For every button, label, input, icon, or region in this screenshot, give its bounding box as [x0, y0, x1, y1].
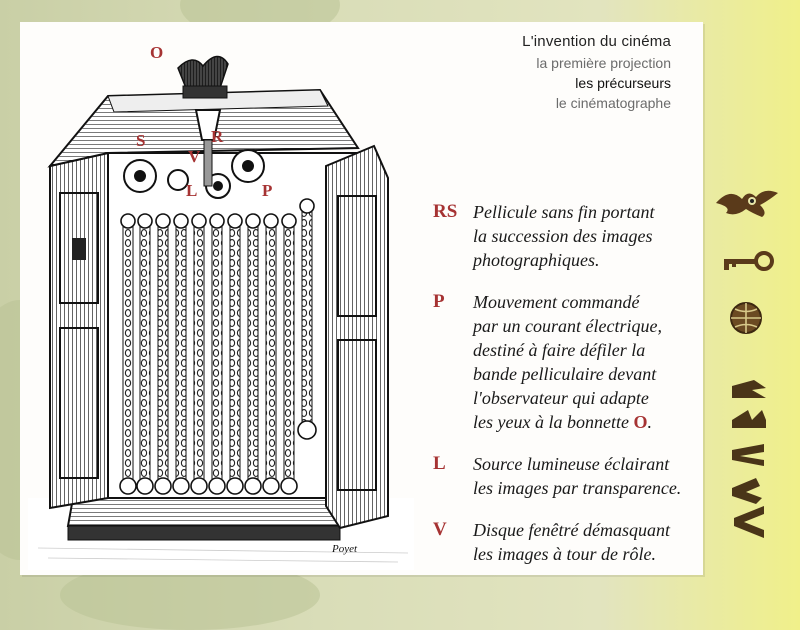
callout-s: S [136, 131, 146, 150]
callout-o: O [150, 43, 164, 62]
legend-entry-v [433, 518, 723, 566]
legend [433, 200, 723, 584]
nav-link-premiere-projection[interactable]: la première projection [536, 55, 671, 71]
chapter-nav [522, 33, 671, 113]
kinetoscope-engraving [28, 28, 414, 570]
content-panel [20, 22, 703, 575]
legend-key: V [433, 519, 447, 540]
legend-text-body: Mouvement commandé par un courant électrique, destiné à faire défiler la bande pelliculaire devant l'observateur qui adapte les yeux à la bonnette [473, 292, 662, 432]
chapter-title: L'invention du cinéma [522, 33, 671, 50]
legend-text [473, 290, 662, 434]
legend-entry-p [433, 290, 723, 434]
legend-entry-l [433, 452, 723, 500]
legend-entry-rs [433, 200, 723, 272]
bird-glyph-icon[interactable] [712, 183, 782, 223]
legend-inline-key: O [633, 412, 648, 432]
legend-text-end: . [647, 412, 652, 432]
callout-r: R [211, 127, 224, 146]
callout-v: V [188, 147, 201, 166]
legend-text: Pellicule sans fin portant la succession des images photographiques. [473, 202, 655, 270]
callout-p: P [262, 181, 273, 200]
engraver-signature: Poyet [332, 543, 358, 555]
nav-link-precurseurs[interactable]: les précurseurs [575, 75, 671, 91]
globe-glyph-icon[interactable] [728, 300, 764, 336]
legend-text: Disque fenêtré démasquant les images à tour de rôle. [473, 520, 670, 564]
legend-key: RS [433, 201, 458, 222]
arrows-glyph-icon[interactable] [726, 378, 776, 544]
nav-link-cinematographe[interactable]: le cinématographe [555, 95, 671, 111]
callout-l: L [186, 181, 198, 200]
legend-text: Source lumineuse éclairant les images par transparence. [473, 454, 682, 498]
key-glyph-icon[interactable] [718, 249, 776, 273]
legend-key: P [433, 291, 445, 312]
legend-key: L [433, 453, 446, 474]
